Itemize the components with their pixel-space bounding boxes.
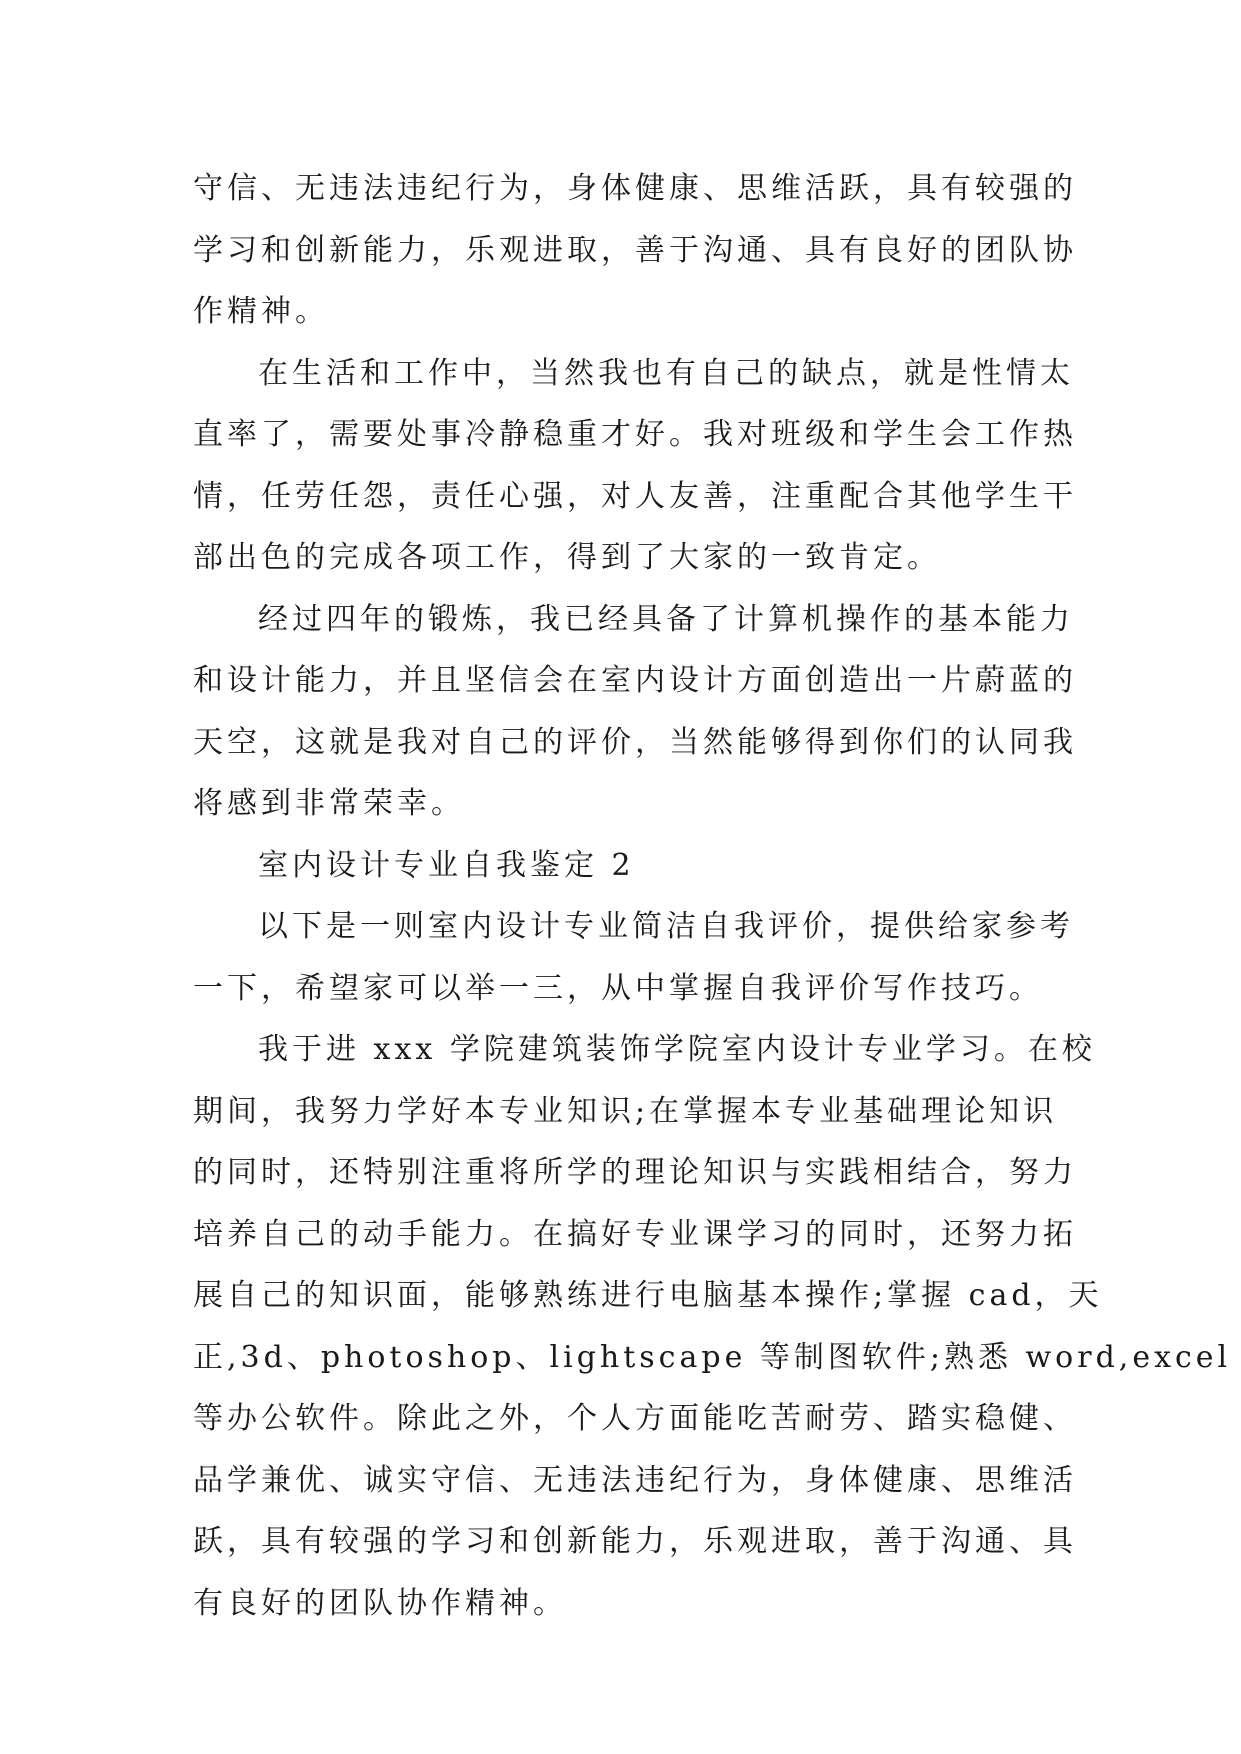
text-line: 品学兼优、诚实守信、无违法违纪行为，身体健康、思维活 xyxy=(193,1462,1077,1498)
text-line: 直率了，需要处事冷静稳重才好。我对班级和学生会工作热 xyxy=(193,417,1077,452)
paragraph-first-line: 以下是一则室内设计专业简洁自我评价，提供给家参考 xyxy=(258,909,1074,944)
text-line: 一下，希望家可以举一三，从中掌握自我评价写作技巧。 xyxy=(193,970,1043,1006)
text-line: 天空，这就是我对自己的评价，当然能够得到你们的认同我 xyxy=(193,724,1077,760)
text-line: 期间，我努力学好本专业知识;在掌握本专业基础理论知识 xyxy=(193,1093,1058,1129)
document-body xyxy=(193,158,1232,1634)
text-line: 等办公软件。除此之外，个人方面能吃苦耐劳、踏实稳健、 xyxy=(193,1401,1077,1436)
text-line: 部出色的完成各项工作，得到了大家的一致肯定。 xyxy=(193,540,941,575)
text-line: 守信、无违法违纪行为，身体健康、思维活跃，具有较强的 xyxy=(193,171,1077,206)
text-line: 将感到非常荣幸。 xyxy=(193,786,465,821)
text-line: 培养自己的动手能力。在搞好专业课学习的同时，还努力拓 xyxy=(193,1216,1077,1252)
section-heading: 室内设计专业自我鉴定 2 xyxy=(258,847,635,883)
text-line: 的同时，还特别注重将所学的理论知识与实践相结合，努力 xyxy=(193,1155,1077,1190)
text-line: 作精神。 xyxy=(193,294,329,329)
text-line: 有良好的团队协作精神。 xyxy=(193,1585,567,1621)
paragraph-first-line: 经过四年的锻炼，我已经具备了计算机操作的基本能力 xyxy=(258,601,1074,637)
text-line: 展自己的知识面，能够熟练进行电脑基本操作;掌握 cad，天 xyxy=(193,1278,1103,1313)
text-line: 正,3d、photoshop、lightscape 等制图软件;熟悉 word,excel xyxy=(193,1339,1232,1375)
text-line: 跃，具有较强的学习和创新能力，乐观进取，善于沟通、具 xyxy=(193,1524,1077,1559)
text-line: 和设计能力，并且坚信会在室内设计方面创造出一片蔚蓝的 xyxy=(193,663,1077,698)
paragraph-first-line: 我于进 xxx 学院建筑装饰学院室内设计专业学习。在校 xyxy=(258,1032,1096,1067)
text-line: 学习和创新能力，乐观进取，善于沟通、具有良好的团队协 xyxy=(193,232,1077,268)
text-line: 情，任劳任怨，责任心强，对人友善，注重配合其他学生干 xyxy=(193,478,1077,514)
paragraph-first-line: 在生活和工作中，当然我也有自己的缺点，就是性情太 xyxy=(258,355,1074,391)
